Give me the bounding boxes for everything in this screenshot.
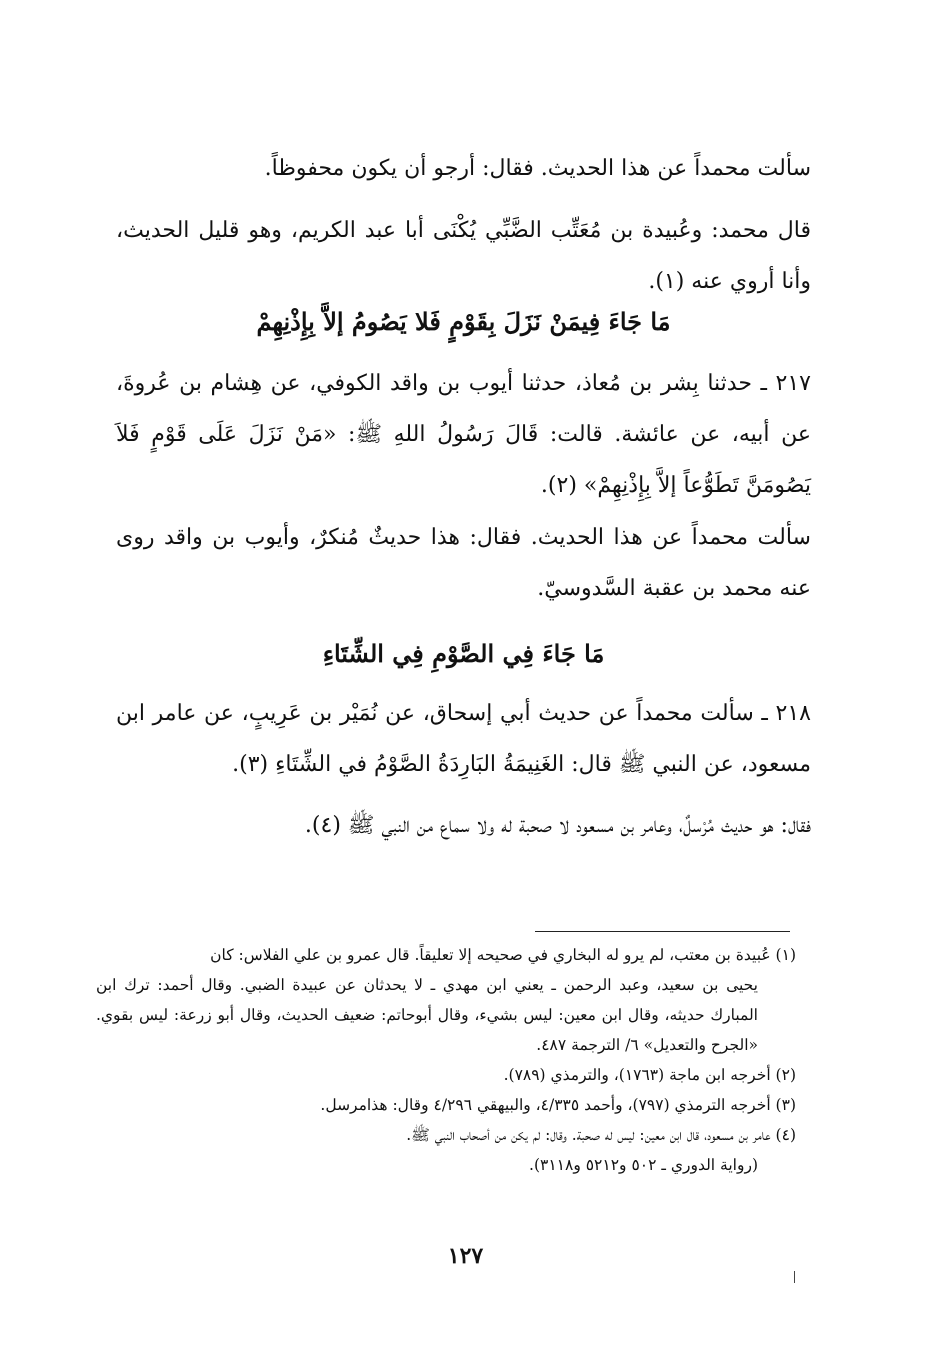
hadith-218: ٢١٨ ـ سألت محمداً عن حديث أبي إسحاق، عن نُمَيْر بن عَرِيبٍ، عن عامر ابن مسعود، عن النبي ﷺ قال: الغَنِيمَةُ البَارِدَةُ الصَّوْمُ في الشِّتَاءِ (٣). [116, 701, 811, 777]
footnote-4: (٤) عامر بن مسعود، قال ابن معين: ليس له صحبة. وقال: لم يكن من أصحاب النبي ﷺ. [406, 1126, 796, 1144]
paragraph-question-1: سألت محمداً عن هذا الحديث. فقال: أرجو أن يكون محفوظاً. [264, 156, 811, 181]
hadith-217: ٢١٧ ـ حدثنا بِشر بن مُعاذ، حدثنا أيوب بن واقد الكوفي، عن هِشام بن عُروةَ، عن أبيه، عن عائشة. قالت: قَالَ رَسُولُ اللهِ ﷺ: «مَنْ نَزَلَ عَلَى قَوْمٍ فَلاَ يَصُومَنَّ تَطَوُّعاً إلاَّ بِإِذْنِهِمْ» (٢). [116, 371, 811, 498]
chapter-heading-winter-fasting: مَا جَاءَ فِي الصَّوْمِ فِي الشِّتَاءِ [322, 639, 605, 668]
paragraph-answer-mursal: فقال: هو حديث مُرْسلٌ، وعامر بن مسعود لا صحبة له ولا سماع من النبي ﷺ (٤). [304, 813, 811, 838]
paragraph-muhammad-said: قال محمد: وعُبيدة بن مُعَتِّب الضَّبِّي يُكْنَى أبا عبد الكريم، وهو قليل الحديث، وأنا أروي عنه (١). [116, 218, 811, 294]
footnote-1-continuation: يحيى بن سعيد، وعبد الرحمن ـ يعني ابن مهدي ـ لا يحدثان عن عبيدة الضبي. وقال أحمد: ترك ابن المبارك حديثه، وقال ابن معين: ليس بشيء، وقال أبوحاتم: ضعيف الحديث، وقال أبو زرعة: ليس بقوي. «الجرح والتعديل» ٦/ الترجمة ٤٨٧. [96, 976, 758, 1054]
footnotes [96, 940, 796, 1180]
footnote-1: (١) عُبيدة بن معتب، لم يرو له البخاري في صحيحه إلا تعليقاً. قال عمرو بن علي الفلاس: كان [210, 946, 796, 964]
margin-mark [794, 1271, 795, 1283]
footnote-separator [535, 931, 790, 932]
chapter-heading-fasting-with-hosts: مَا جَاءَ فِيمَنْ نَزَلَ بِقَوْمٍ فَلا يَصُومُ إلاَّ بِإِذْنِهِمْ [256, 307, 671, 336]
paragraph-question-2: سألت محمداً عن هذا الحديث. فقال: هذا حديثٌ مُنكرٌ، وأيوب بن واقد روى عنه محمد بن عقبة السَّدوسيّ. [116, 525, 811, 601]
footnote-3: (٣) أخرجه الترمذي (٧٩٧)، وأحمد ٤/٣٣٥، والبيهقي ٤/٢٩٦ وقال: هذامرسل. [320, 1096, 796, 1114]
footnote-4-continuation: (رواية الدوري ـ ٥٠٢ و٥٢١٢ و٣١١٨). [529, 1156, 758, 1174]
page-number: ١٢٧ [447, 1243, 484, 1269]
footnote-2: (٢) أخرجه ابن ماجة (١٧٦٣)، والترمذي (٧٨٩). [503, 1066, 796, 1084]
